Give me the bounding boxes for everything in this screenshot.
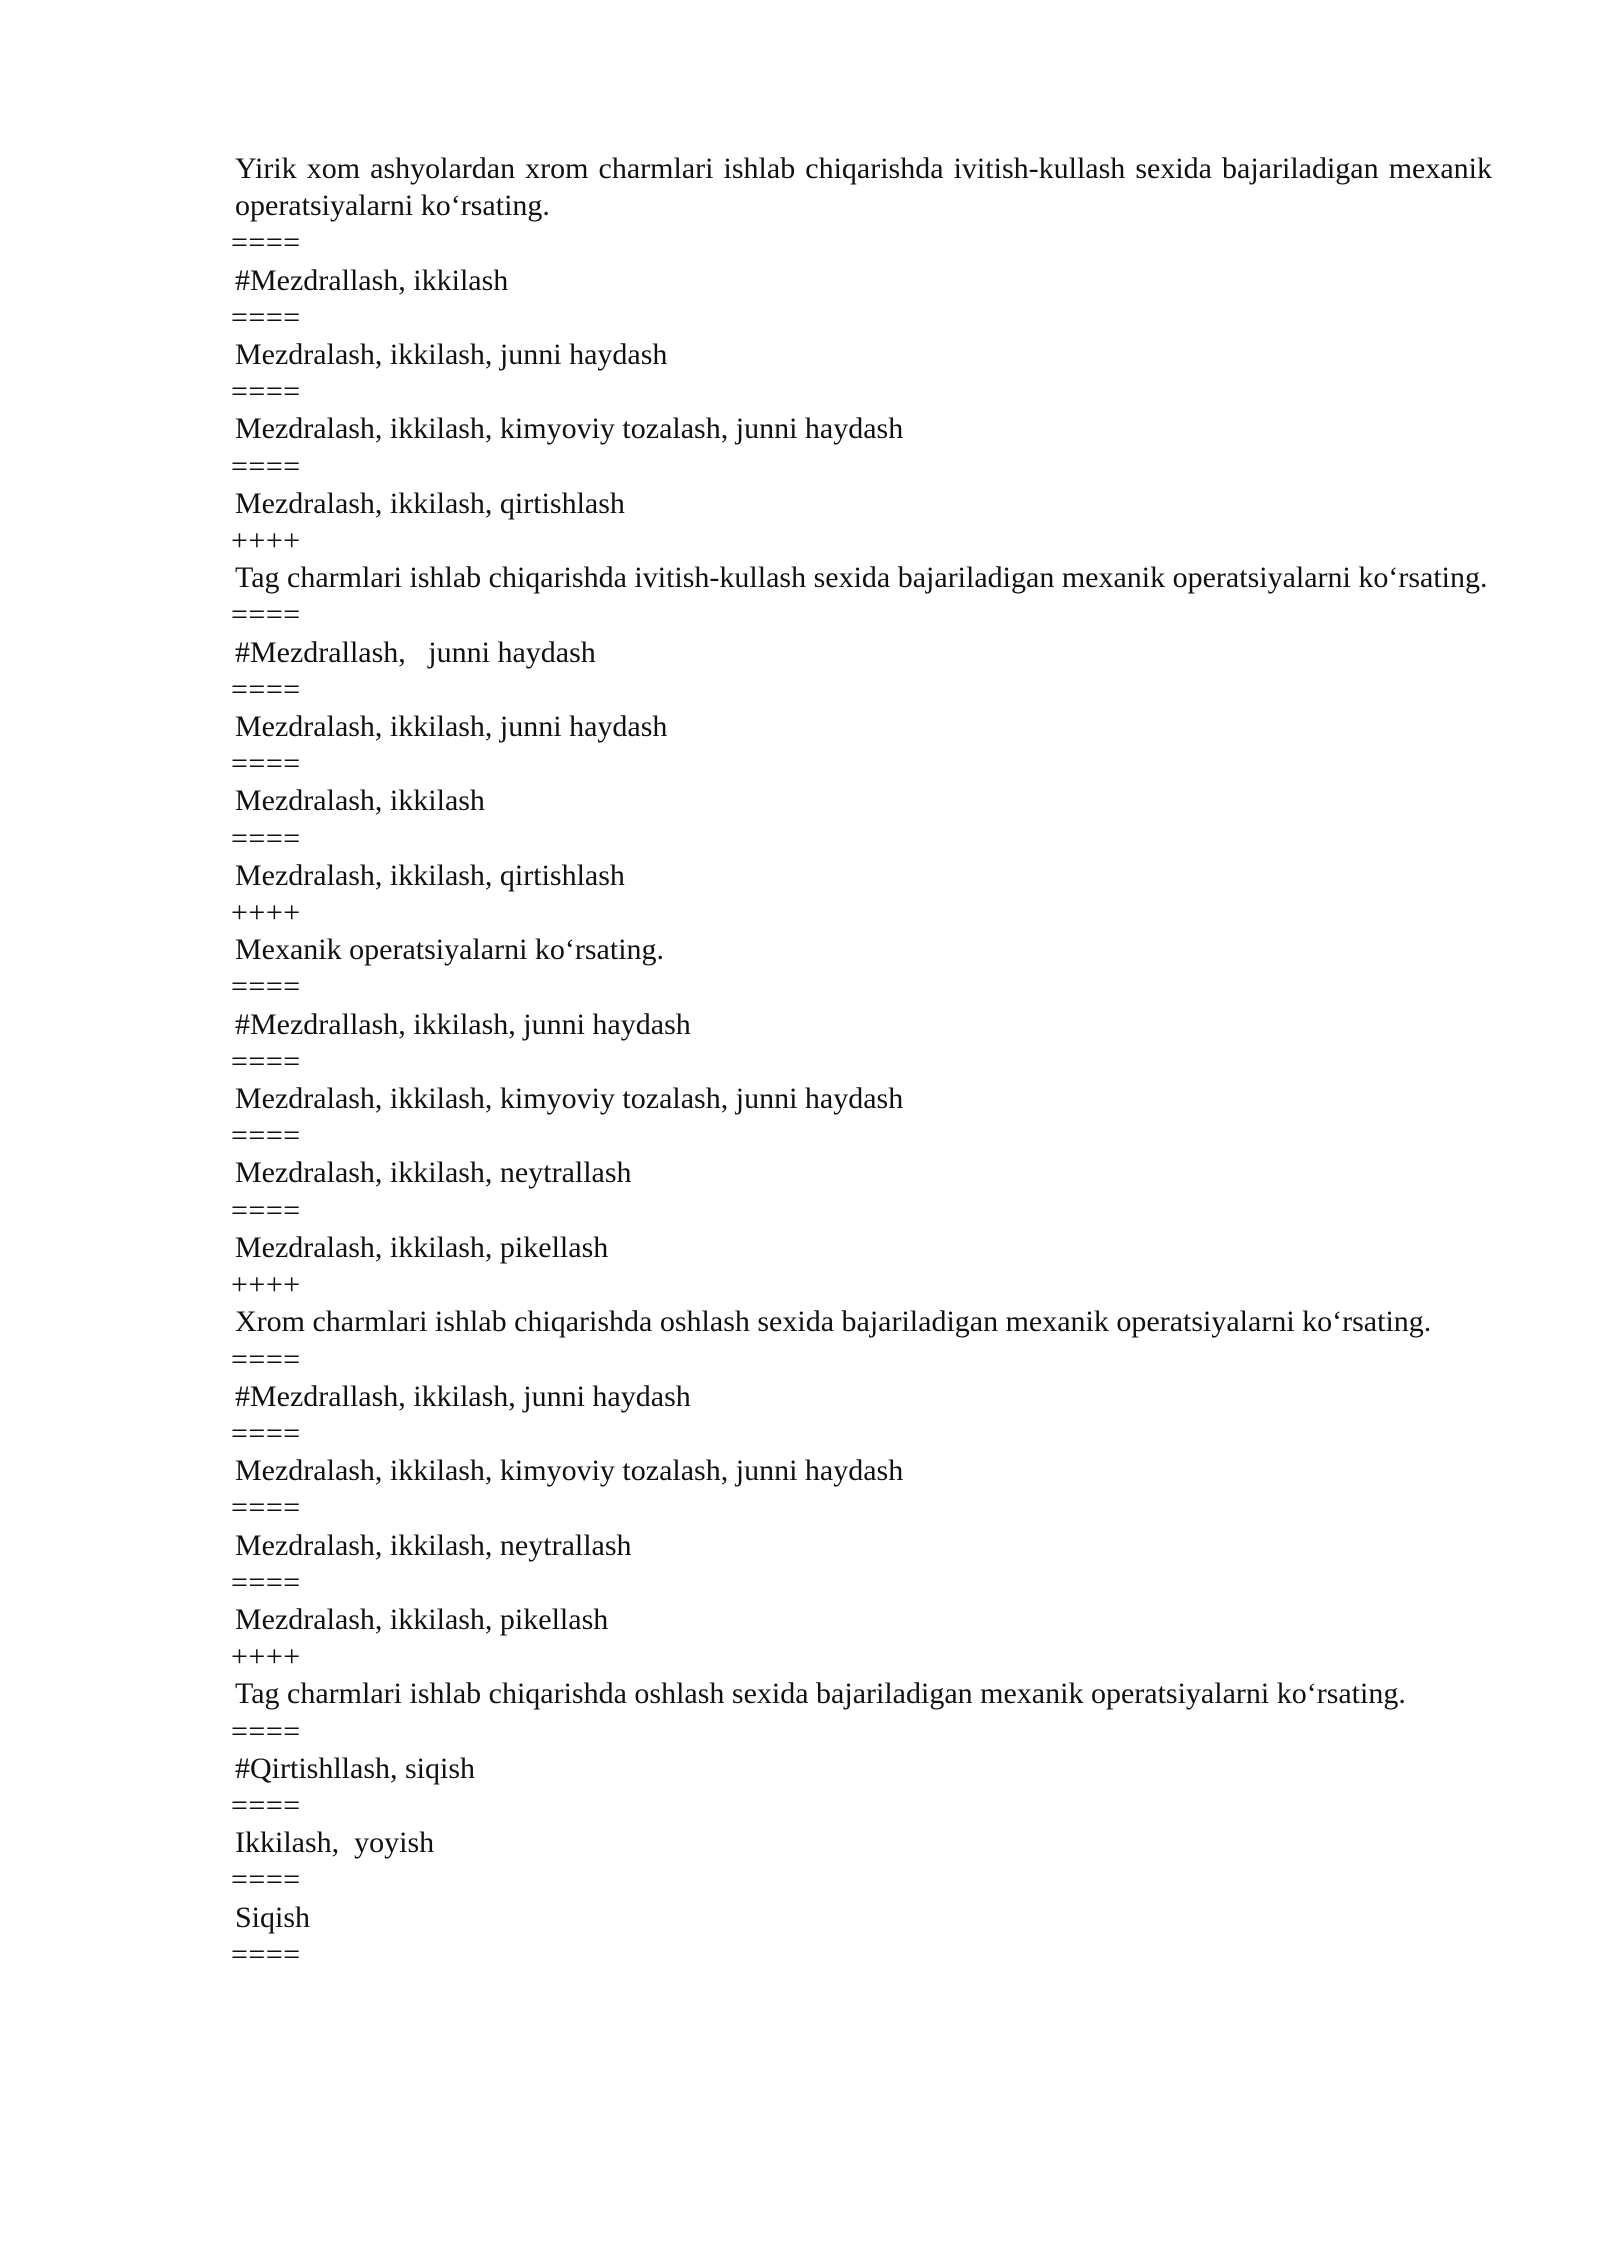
question-text: Xrom charmlari ishlab chiqarishda oshlash sexida bajariladigan mexanik operatsiyalarni ko‘rsating. [235,1305,1432,1339]
answer-option: #Mezdrallash, junni haydash [235,635,596,669]
separator-line: ==== [231,1416,301,1450]
separator-line: ==== [231,747,301,781]
separator-line: ==== [231,821,301,855]
answer-option: Mezdralash, ikkilash, neytrallash [235,1528,632,1562]
question-text: Yirik xom ashyolardan xrom charmlari ishlab chiqarishda ivitish-kullash sexida bajariladigan mexanik operatsiyalarni ko‘rsating. [235,152,1492,223]
separator-line: ==== [231,1863,301,1897]
answer-option: Mezdralash, ikkilash, neytrallash [235,1156,632,1190]
answer-option: Mezdralash, ikkilash, kimyoviy tozalash, junni haydash [235,412,904,446]
answer-option: Mezdralash, ikkilash, pikellash [235,1230,609,1264]
answer-option: #Mezdrallash, ikkilash, junni haydash [235,1379,691,1413]
separator-line: ==== [231,598,301,632]
answer-option: Mezdralash, ikkilash, qirtishlash [235,858,625,892]
answer-option: Mezdralash, ikkilash, qirtishlash [235,486,625,520]
separator-line: ==== [231,672,301,706]
answer-option: Mezdralash, ikkilash, junni haydash [235,710,668,744]
separator-line: ==== [231,1714,301,1748]
question-text: Mexanik operatsiyalarni ko‘rsating. [235,933,665,967]
answer-option: Mezdralash, ikkilash, kimyoviy tozalash, junni haydash [235,1454,904,1488]
document-body [231,150,1492,1973]
answer-option: Mezdralash, ikkilash, junni haydash [235,338,668,372]
answer-option: Mezdralash, ikkilash, pikellash [235,1602,609,1636]
answer-option: Mezdralash, ikkilash, kimyoviy tozalash, junni haydash [235,1082,904,1116]
separator-line: ++++ [231,1640,301,1674]
answer-option: Siqish [235,1900,311,1934]
answer-option: Mezdralash, ikkilash [235,784,485,818]
answer-option: #Mezdrallash, ikkilash [235,263,509,297]
separator-line: ==== [231,375,301,409]
separator-line: ==== [231,1193,301,1227]
separator-line: ==== [231,1119,301,1153]
separator-line: ++++ [231,1268,301,1302]
separator-line: ==== [231,226,301,260]
question-text: Tag charmlari ishlab chiqarishda oshlash sexida bajariladigan mexanik operatsiyalarni ko‘rsating. [235,1677,1406,1711]
answer-option: #Mezdrallash, ikkilash, junni haydash [235,1007,691,1041]
separator-line: ==== [231,300,301,334]
separator-line: ==== [231,1044,301,1078]
separator-line: ==== [231,1937,301,1971]
separator-line: ==== [231,1491,301,1525]
separator-line: ==== [231,1342,301,1376]
separator-line: ==== [231,1565,301,1599]
separator-line: ==== [231,1788,301,1822]
separator-line: ==== [231,970,301,1004]
answer-option: #Qirtishllash, siqish [235,1751,476,1785]
separator-line: ==== [231,449,301,483]
answer-option: Ikkilash, yoyish [235,1826,435,1860]
separator-line: ++++ [231,896,301,930]
question-text: Tag charmlari ishlab chiqarishda ivitish-kullash sexida bajariladigan mexanik operatsiyalarni ko‘rsating. [235,561,1488,595]
separator-line: ++++ [231,524,301,558]
